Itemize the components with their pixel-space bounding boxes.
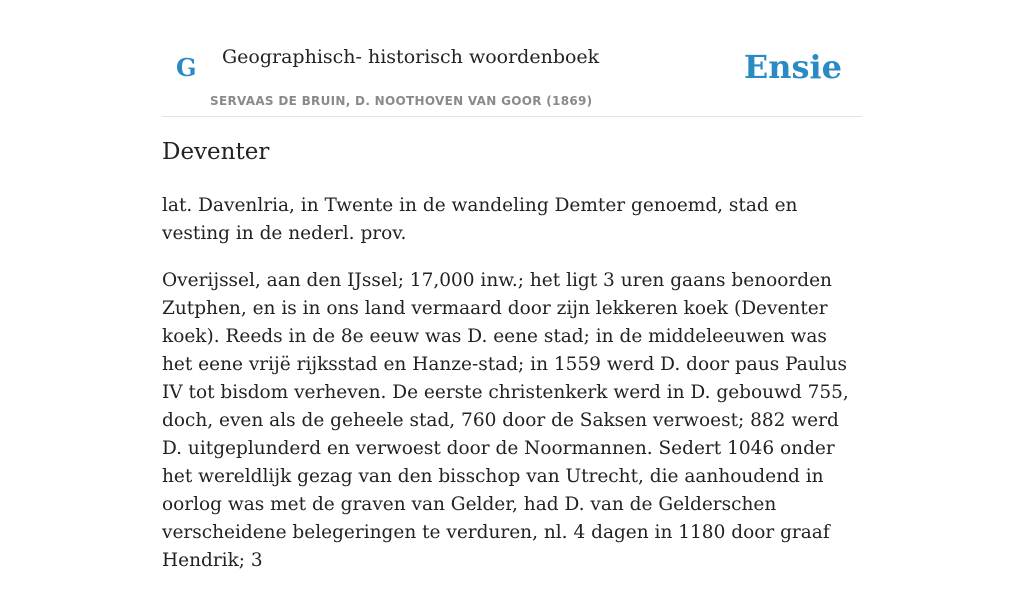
entry-body — [162, 192, 862, 594]
book-title-link[interactable]: Geographisch- historisch woordenboek — [222, 46, 600, 68]
entry-title: Deventer — [162, 139, 270, 165]
book-letter-icon[interactable]: G — [176, 53, 197, 82]
ensie-logo-link[interactable]: Ensie — [743, 48, 842, 86]
book-author: SERVAAS DE BRUIN, D. NOOTHOVEN VAN GOOR (1869) — [210, 94, 593, 108]
entry-paragraph: lat. Davenlria, in Twente in de wandeling Demter genoemd, stad en vesting in de nederl. prov. — [162, 195, 798, 244]
page — [162, 0, 862, 571]
book-header — [162, 0, 862, 117]
entry-paragraph: Overijssel, aan den IJssel; 17,000 inw.; het ligt 3 uren gaans benoorden Zutphen, en is in ons land vermaard door zijn lekkeren koek (Deventer koek). Reeds in de 8e eeuw was D. eene stad; in de middeleeuwen was het eene vrijë rijksstad en Hanze-stad; in 1559 werd D. door paus Paulus IV tot bisdom verheven. De eerste christenkerk werd in D. gebouwd 755, doch, even als de geheele stad, 760 door de Saksen verwoest; 882 werd D. uitgeplunderd en verwoest door de Noormannen. Sedert 1046 onder het wereldlijk gezag van den bisschop van Utrecht, die aanhoudend in oorlog was met de graven van Gelder, had D. van de Gelderschen verscheidene belegeringen te verduren, nl. 4 dagen in 1180 door graaf Hendrik; 3 — [162, 270, 849, 571]
